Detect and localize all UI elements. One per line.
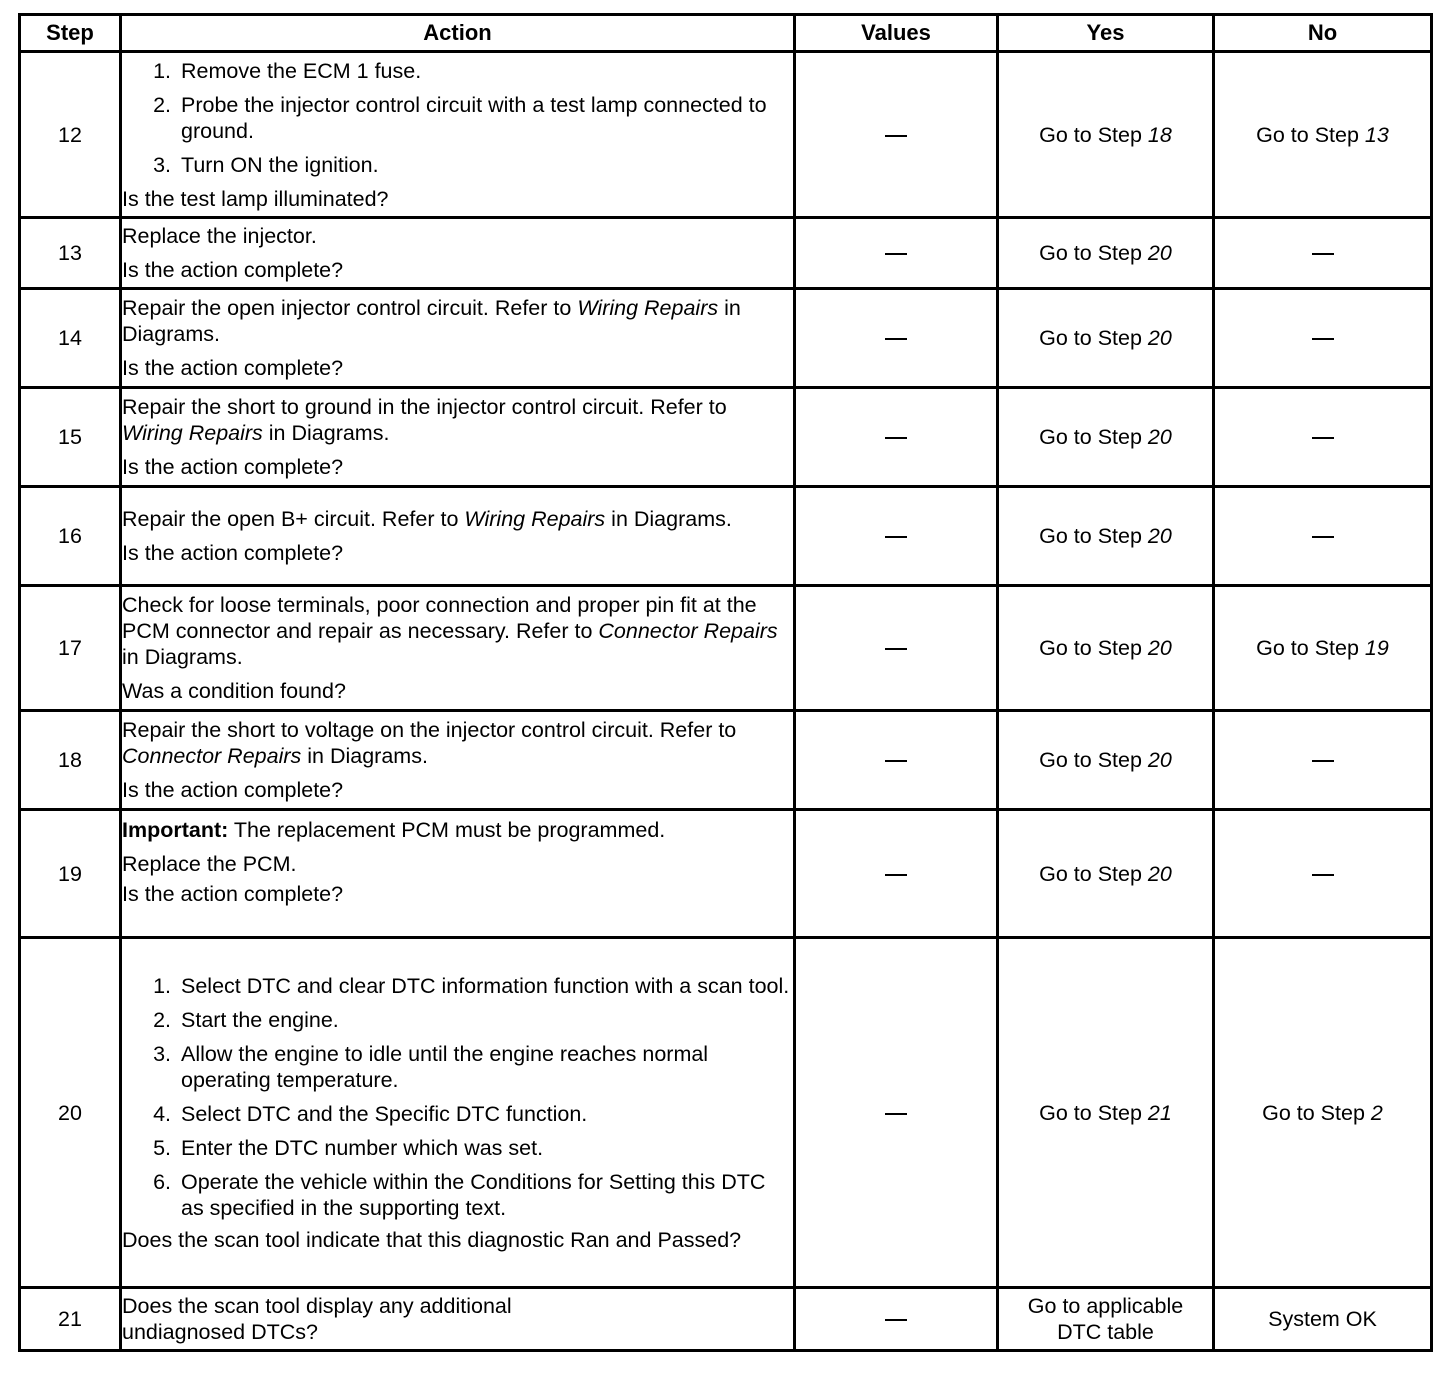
action-text-part: in Diagrams. xyxy=(301,744,428,768)
action-question: Is the action complete? xyxy=(122,258,344,282)
action-text xyxy=(122,295,793,347)
yes-prefix: Go to Step xyxy=(1039,425,1148,449)
no-cell xyxy=(1214,586,1432,711)
list-item: 4. Select DTC and the Specific DTC function. xyxy=(177,1101,793,1127)
yes-cell xyxy=(998,52,1214,218)
action-text-part: Repair the short to ground in the injector control circuit. Refer to xyxy=(122,395,727,419)
values-cell xyxy=(795,52,998,218)
action-cell xyxy=(121,487,795,586)
reference-link[interactable]: Connector Repairs xyxy=(598,619,778,643)
reference-link[interactable]: Connector Repairs xyxy=(122,744,302,768)
action-text xyxy=(122,592,793,670)
action-question: Is the action complete? xyxy=(122,356,344,380)
table-header-row xyxy=(20,15,1432,52)
values-cell xyxy=(795,938,998,1288)
dash-mark xyxy=(885,760,907,762)
yes-prefix: Go to Step xyxy=(1039,748,1148,772)
values-cell xyxy=(795,711,998,810)
dash-mark xyxy=(1312,437,1334,439)
no-step-link[interactable]: 19 xyxy=(1364,636,1389,660)
no-step-link[interactable]: 2 xyxy=(1370,1100,1383,1125)
header-yes: Yes xyxy=(998,15,1214,52)
action-text-part: Repair the open injector control circuit. Refer to xyxy=(122,296,578,320)
yes-step-link[interactable]: 20 xyxy=(1147,425,1172,449)
dash-mark xyxy=(1312,874,1334,876)
step-number: 13 xyxy=(20,218,121,289)
dash-mark xyxy=(885,1319,907,1321)
yes-cell xyxy=(998,487,1214,586)
important-text: The replacement PCM must be programmed. xyxy=(228,818,666,842)
yes-step-link[interactable]: 20 xyxy=(1147,636,1172,660)
yes-cell xyxy=(998,711,1214,810)
action-question: Is the action complete? xyxy=(122,778,344,802)
reference-link[interactable]: Wiring Repairs xyxy=(122,421,263,445)
action-cell xyxy=(121,938,795,1288)
action-text: Replace the PCM. xyxy=(122,852,297,876)
dash-mark xyxy=(1312,253,1334,255)
action-cell xyxy=(121,711,795,810)
action-text-part: Check for loose terminals, poor connection and proper pin fit at the PCM connector and repair as necessary. Refer to xyxy=(122,593,757,643)
action-question: Is the test lamp illuminated? xyxy=(122,186,389,211)
table-row xyxy=(20,388,1432,487)
no-prefix: Go to Step xyxy=(1256,122,1365,147)
yes-link-line[interactable]: Go to applicable xyxy=(1027,1294,1184,1318)
step-number: 19 xyxy=(20,810,121,938)
table-row xyxy=(20,810,1432,938)
action-text-part: Repair the open B+ circuit. Refer to xyxy=(122,507,465,531)
yes-prefix: Go to Step xyxy=(1039,1100,1148,1125)
values-cell xyxy=(795,810,998,938)
action-question: Is the action complete? xyxy=(122,541,344,565)
table-row xyxy=(20,289,1432,388)
action-text-part: in Diagrams. xyxy=(122,645,243,669)
dash-mark xyxy=(885,1113,907,1115)
action-text xyxy=(122,717,793,769)
values-cell xyxy=(795,487,998,586)
action-text xyxy=(122,394,793,446)
yes-cell xyxy=(998,218,1214,289)
list-item: 3. Turn ON the ignition. xyxy=(177,152,793,178)
values-cell xyxy=(795,1288,998,1351)
step-number: 20 xyxy=(20,938,121,1288)
step-number: 15 xyxy=(20,388,121,487)
action-list xyxy=(122,973,793,1221)
list-item: 2. Start the engine. xyxy=(177,1007,793,1033)
dash-mark xyxy=(885,135,907,137)
reference-link[interactable]: Wiring Repairs xyxy=(464,507,606,531)
action-cell xyxy=(121,586,795,711)
action-text-part: in Diagrams. xyxy=(262,421,390,445)
dash-mark xyxy=(885,536,907,538)
no-prefix: Go to Step xyxy=(1256,636,1365,660)
dash-mark xyxy=(885,338,907,340)
no-step-link[interactable]: 13 xyxy=(1364,122,1389,147)
dash-mark xyxy=(1312,338,1334,340)
list-item: 2. Probe the injector control circuit with a test lamp connected to ground. xyxy=(177,92,793,144)
yes-prefix: Go to Step xyxy=(1039,326,1148,350)
no-cell xyxy=(1214,810,1432,938)
yes-cell xyxy=(998,289,1214,388)
yes-step-link[interactable]: 20 xyxy=(1147,748,1172,772)
values-cell xyxy=(795,289,998,388)
table-row xyxy=(20,218,1432,289)
action-cell xyxy=(121,1288,795,1351)
values-cell xyxy=(795,586,998,711)
no-cell xyxy=(1214,711,1432,810)
yes-prefix: Go to Step xyxy=(1039,241,1148,265)
action-text xyxy=(122,506,793,532)
action-text-part: in Diagrams. xyxy=(122,296,741,346)
yes-prefix: Go to Step xyxy=(1039,861,1148,886)
no-cell xyxy=(1214,52,1432,218)
yes-cell xyxy=(998,586,1214,711)
table-row xyxy=(20,487,1432,586)
no-prefix: Go to Step xyxy=(1262,1100,1371,1125)
values-cell xyxy=(795,388,998,487)
no-cell xyxy=(1214,1288,1432,1351)
action-text-part: Repair the short to voltage on the injector control circuit. Refer to xyxy=(122,718,737,742)
list-item: 1. Remove the ECM 1 fuse. xyxy=(177,58,793,84)
table-row xyxy=(20,711,1432,810)
action-cell xyxy=(121,388,795,487)
table-row xyxy=(20,938,1432,1288)
yes-step-link[interactable]: 20 xyxy=(1147,524,1172,548)
yes-link-line[interactable]: DTC table xyxy=(1057,1320,1154,1344)
header-action: Action xyxy=(121,15,795,52)
yes-prefix: Go to Step xyxy=(1039,122,1148,147)
no-cell xyxy=(1214,388,1432,487)
important-label: Important: xyxy=(122,818,229,842)
yes-step-link[interactable]: 18 xyxy=(1147,122,1172,147)
table-row xyxy=(20,52,1432,218)
yes-cell xyxy=(998,1288,1214,1351)
no-cell xyxy=(1214,289,1432,388)
list-item: 3. Allow the engine to idle until the engine reaches normal operating temperature. xyxy=(177,1041,793,1093)
step-number: 18 xyxy=(20,711,121,810)
no-cell xyxy=(1214,218,1432,289)
action-question: Is the action complete? xyxy=(122,882,344,906)
no-result: System OK xyxy=(1268,1307,1377,1331)
action-text-part: in Diagrams. xyxy=(605,507,732,531)
dash-mark xyxy=(885,874,907,876)
table-row xyxy=(20,1288,1432,1351)
yes-prefix: Go to Step xyxy=(1039,524,1148,548)
yes-cell xyxy=(998,388,1214,487)
dash-mark xyxy=(1312,760,1334,762)
step-number: 21 xyxy=(20,1288,121,1351)
diagnostic-table xyxy=(18,13,1433,1352)
header-step: Step xyxy=(20,15,121,52)
dash-mark xyxy=(885,648,907,650)
action-text: Replace the injector. xyxy=(122,224,317,248)
yes-step-link[interactable]: 20 xyxy=(1147,241,1172,265)
action-question: Is the action complete? xyxy=(122,455,344,479)
list-item: 1. Select DTC and clear DTC information function with a scan tool. xyxy=(177,973,793,999)
reference-link[interactable]: Wiring Repairs xyxy=(577,296,719,320)
action-cell xyxy=(121,218,795,289)
step-number: 12 xyxy=(20,52,121,218)
action-cell xyxy=(121,52,795,218)
important-note xyxy=(122,817,793,843)
yes-prefix: Go to Step xyxy=(1039,636,1148,660)
yes-cell xyxy=(998,938,1214,1288)
step-number: 14 xyxy=(20,289,121,388)
action-question: Does the scan tool display any additional undiagnosed DTCs? xyxy=(122,1294,512,1344)
step-number: 17 xyxy=(20,586,121,711)
no-cell xyxy=(1214,938,1432,1288)
action-cell xyxy=(121,289,795,388)
yes-step-link[interactable]: 20 xyxy=(1147,326,1172,350)
dash-mark xyxy=(885,437,907,439)
yes-step-link[interactable]: 20 xyxy=(1147,861,1172,886)
action-question: Does the scan tool indicate that this diagnostic Ran and Passed? xyxy=(122,1228,742,1252)
dash-mark xyxy=(885,253,907,255)
dash-mark xyxy=(1312,536,1334,538)
table-row xyxy=(20,586,1432,711)
values-cell xyxy=(795,218,998,289)
header-values: Values xyxy=(795,15,998,52)
action-cell xyxy=(121,810,795,938)
list-item: 6. Operate the vehicle within the Conditions for Setting this DTC as specified in the supporting text. xyxy=(177,1169,793,1221)
action-list xyxy=(122,58,793,178)
step-number: 16 xyxy=(20,487,121,586)
yes-step-link[interactable]: 21 xyxy=(1147,1100,1172,1125)
list-item: 5. Enter the DTC number which was set. xyxy=(177,1135,793,1161)
yes-cell xyxy=(998,810,1214,938)
header-no: No xyxy=(1214,15,1432,52)
no-cell xyxy=(1214,487,1432,586)
action-question: Was a condition found? xyxy=(122,679,346,703)
